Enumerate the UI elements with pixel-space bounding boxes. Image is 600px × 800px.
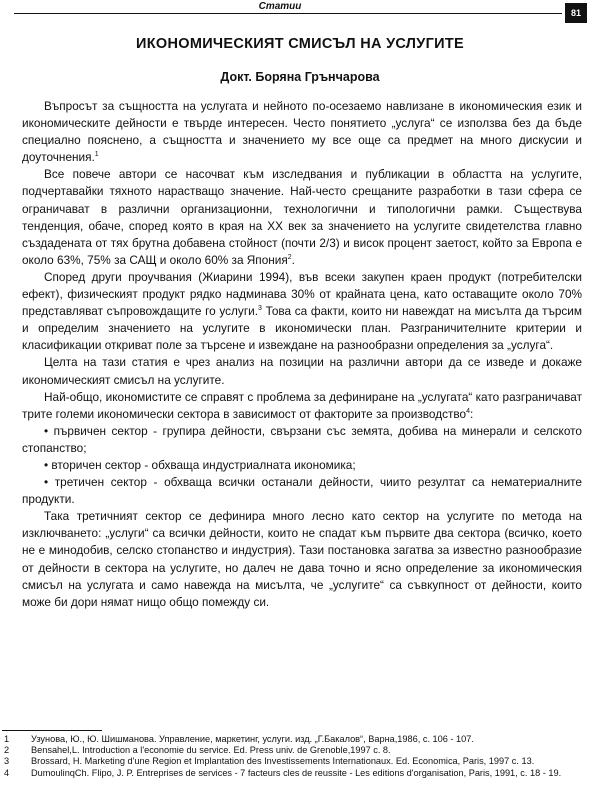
footnote: 1 Узунова, Ю., Ю. Шишманова. Управление, маркетинг, услуги. изд. „Г.Бакалов“, Варна,1986, с. 106 - 107. [4, 734, 474, 744]
footnote-ref-1: 1 [94, 151, 99, 159]
paragraph-6: Така третичният сектор се дефинира много лесно като сектор на услугите по метода на изключването: „услуги“ са всички дейности, които не спадат към първите два сектора (всичко, което не е минодобив, селско стопанство и индустрия). Тази постановка загатва за известно разнообразие от дейности в сектора на услугите, но далеч не дава точно и ясно определение за икономическия смисъл на услугата и само навежда на мисълта, че „услугите“ са съвкупност от дейности, които може би дори нямат нищо общо помежду си. [22, 509, 582, 609]
article-title: ИКОНОМИЧЕСКИЯТ СМИСЪЛ НА УСЛУГИТЕ [136, 36, 464, 52]
page-number: 81 [565, 3, 587, 23]
paragraph-3: Според други проучвания (Жиарини 1994), във всеки закупен краен продукт (потребителски ефект), физическият продукт рядко надминава 30% от крайната цена, като оставащите около 70% представляват съпровождащите го услуги.$^3$ Това са факти, които ни навеждат на мисълта да търсим и определим значението на услугите в икономически план. Разграничителните критерии и класификации откриват поле за търсене и извеждане на разнообразни определения за „услуга“. [22, 269, 582, 353]
article-author: Докт. Боряна Грънчарова [220, 70, 380, 84]
list-item-secondary-sector: • вторичен сектор - обхваща индустриалната икономика; [44, 457, 356, 472]
list-item-primary-sector: • първичен сектор - групира дейности, свързани със земята, добива на минерали и селското стопанство; [22, 423, 582, 455]
page-header [0, 0, 600, 16]
footnote: 3 Brossard, H. Marketing d'une Region et Implantation des Investissements Internatiоnaux. Ed. Economica, Paris, 1997 c. 13. [4, 756, 535, 767]
list-item-tertiary-sector: • третичен сектор - обхваща всички останали дейности, чиито резултат са нематериалните продукти. [22, 475, 582, 507]
paragraph-1: Въпросът за същността на услугата и нейното по-осезаемо навлизане в икономическия език и икономическите дейности е твърде интересен. Често понятието „услуга“ се използва без да бъде специално пояснено, а същността и значението му все още са предмет на много дискусии и доуточнения.$^1$ [22, 99, 582, 165]
footnote-ref-2: 2 [287, 253, 292, 261]
footnote-ref-4: 4 [466, 407, 470, 415]
footnote: 2 Bensahel,L. Introduction a l'economie du service. Ed. Press univ. de Grenoble,1997 c. 8. [4, 745, 391, 756]
footnote: 4 DumoulinqCh. Flipo, J. P. Entreprises de services - 7 facteurs cles de reussite - Les editions d'organisation, Paris, 1991, с. 18 - 19. [4, 767, 562, 778]
footnotes [4, 734, 580, 779]
paragraph-5: Най-общо, икономистите се справят с проблема за дефиниране на „услугата“ като разграничават трите големи икономически сектора в зависимост от факторите за производство$^4$: [22, 389, 582, 421]
paragraph-4: Целта на тази статия е чрез анализ на позиции на различни автори да се изведе и докаже икономическият смисъл на услугите. [22, 355, 582, 387]
section-label: Статии [258, 1, 302, 12]
header-rule [14, 13, 562, 14]
footnote-rule [2, 730, 102, 731]
article-body [22, 98, 582, 611]
footnote-ref-3: 3 [258, 305, 262, 313]
paragraph-2: Все повече автори се насочват към изследвания и публикации в областта на услугите, подчертавайки тяхното нарастващо значение. Най-често срещаните разработки в тази сфера се ограничават в различни организационни, технологични и типологични рамки. Съществува тенденция, обаче, според която в края на XX век за значението на услугите свидетелства главно създадената от тях брутна добавена стойност (почти 2/3) и висок процент заетост, който за Европа е около 63%, 75% за САЩ и около 60% за Япония$^2$. [22, 167, 582, 267]
